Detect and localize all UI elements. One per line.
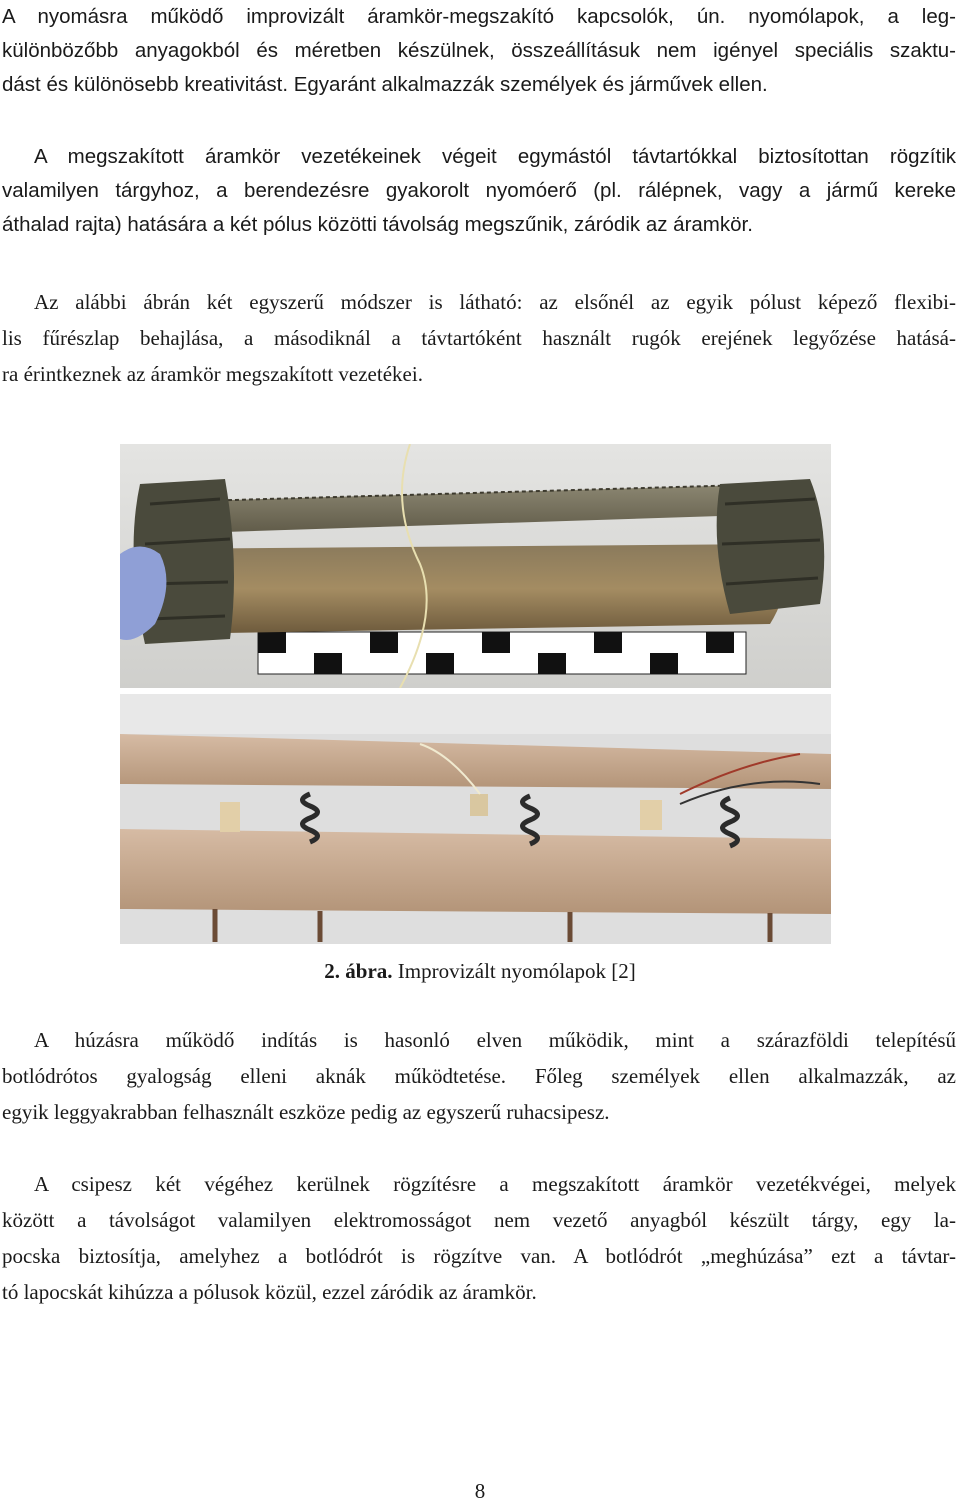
saw-blade-illustration	[120, 444, 831, 688]
paragraph-5-line-4: tó lapocskát kihúzza a pólusok közül, ezzel záródik az áramkör.	[2, 1280, 537, 1304]
paragraph-2	[2, 140, 956, 242]
paragraph-2-line-2: valamilyen tárgyhoz, a berendezésre gyakorolt nyomóerő (pl. rálépnek, vagy a jármű kereke	[2, 179, 956, 202]
paragraph-3-line-1: Az alábbi ábrán két egyszerű módszer is látható: az elsőnél az egyik pólust képező flexibi-	[34, 290, 956, 314]
paragraph-3	[2, 284, 956, 392]
paragraph-5	[2, 1166, 956, 1310]
paragraph-1	[2, 0, 956, 102]
photo-saw-blade-pressure-plate	[120, 444, 831, 688]
paragraph-4	[2, 1022, 956, 1130]
paragraph-3-line-3: ra érintkeznek az áramkör megszakított vezetékei.	[2, 362, 423, 386]
paragraph-1-line-2: különbözőbb anyagokból és méretben készülnek, összeállításuk nem igényel speciális szaktu-	[2, 39, 956, 62]
figure-caption	[0, 956, 960, 986]
photo-spring-pressure-plate	[120, 694, 831, 944]
paragraph-5-line-1: A csipesz két végéhez kerülnek rögzítésre a megszakított áramkör vezetékvégei, melyek	[34, 1172, 956, 1196]
paragraph-5-line-2: között a távolságot valamilyen elektromosságot nem vezető anyagból készült tárgy, egy la-	[2, 1208, 956, 1232]
paragraph-5-line-3: pocska biztosítja, amelyhez a botlódrót is rögzítve van. A botlódrót „meghúzása” ezt a távtar-	[2, 1244, 956, 1268]
page-number: 8	[474, 1479, 486, 1503]
paragraph-4-line-3: egyik leggyakrabban felhasznált eszköze pedig az egyszerű ruhacsipesz.	[2, 1100, 610, 1124]
paragraph-4-line-1: A húzásra működő indítás is hasonló elven működik, mint a szárazföldi telepítésű	[34, 1028, 956, 1052]
paragraph-4-line-2: botlódrótos gyalogság elleni aknák működtetése. Főleg személyek ellen alkalmazzák, az	[2, 1064, 956, 1088]
figure-caption-label: 2. ábra.	[324, 959, 393, 983]
paragraph-3-line-2: lis fűrészlap behajlása, a másodiknál a távtartóként használt rugók erejének legyőzése hatásá-	[2, 326, 956, 350]
paragraph-1-line-1: A nyomásra működő improvizált áramkör-megszakító kapcsolók, ún. nyomólapok, a leg-	[2, 5, 956, 28]
figure-caption-text: Improvizált nyomólapok [2]	[392, 959, 636, 983]
spring-board-illustration	[120, 694, 831, 944]
paragraph-2-line-1: A megszakított áramkör vezetékeinek végeit egymástól távtartókkal biztosítottan rögzítik	[34, 145, 956, 168]
paragraph-1-line-3: dást és különösebb kreativitást. Egyaránt alkalmazzák személyek és járművek ellen.	[2, 73, 768, 96]
paragraph-2-line-3: áthalad rajta) hatására a két pólus közötti távolság megszűnik, záródik az áramkör.	[2, 213, 753, 236]
